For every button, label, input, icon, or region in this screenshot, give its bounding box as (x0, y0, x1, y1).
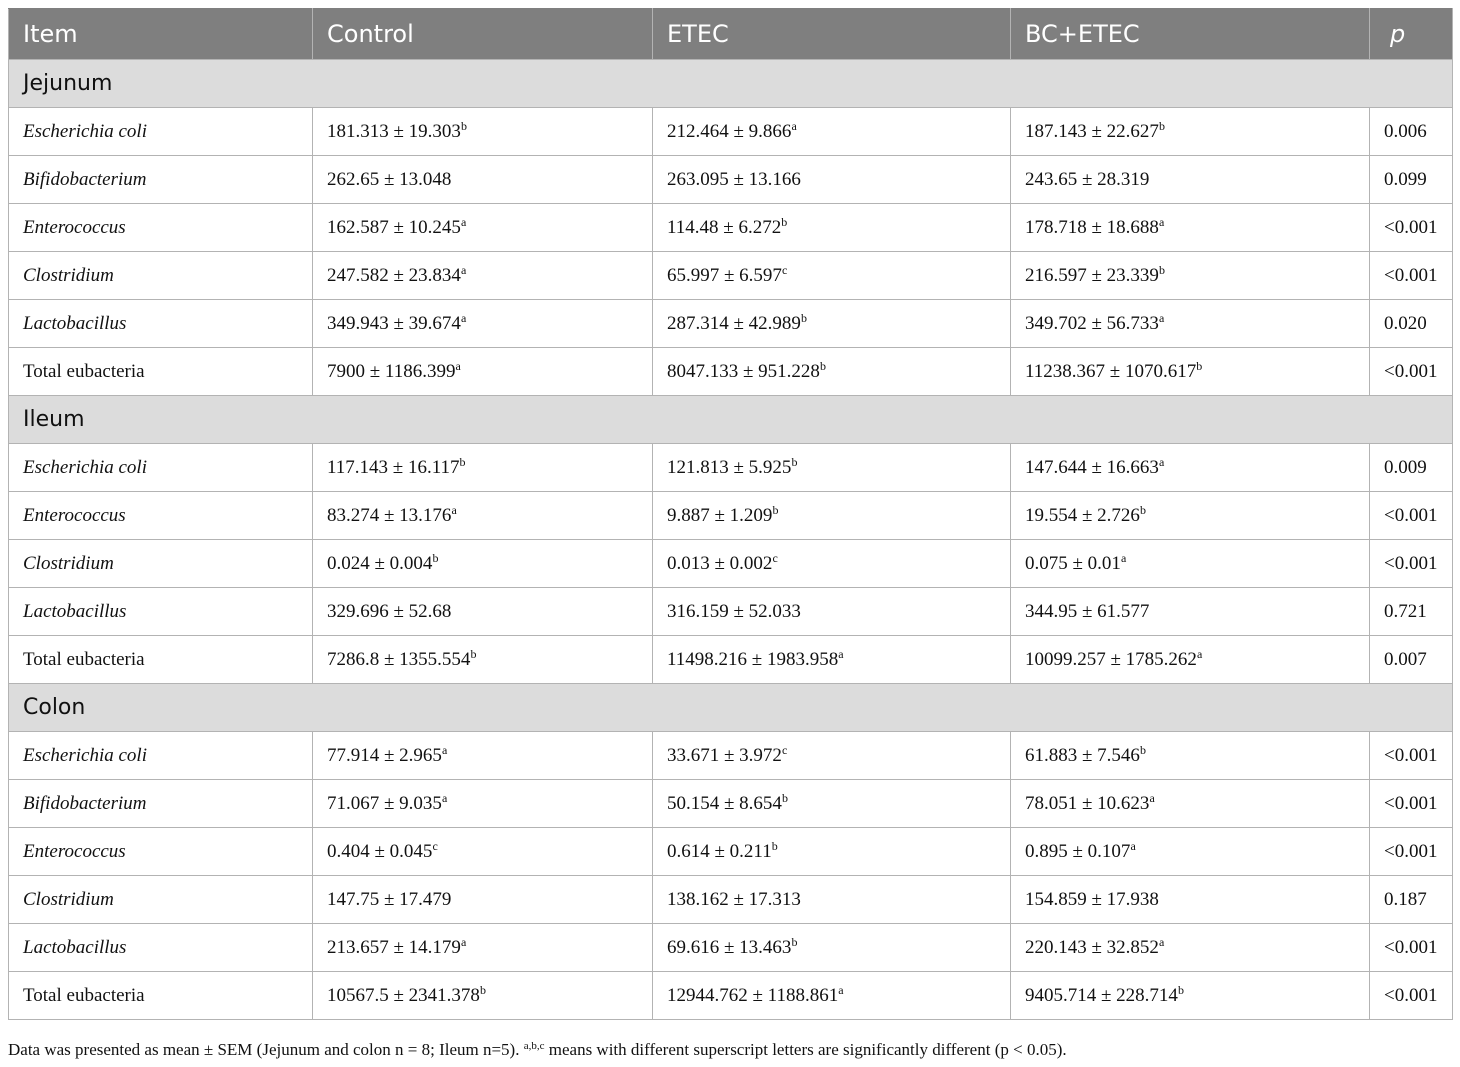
table-row (9, 588, 1453, 636)
bacteria-table (8, 8, 1453, 1020)
significance-letter: a (838, 646, 844, 661)
significance-letter: a (1158, 934, 1165, 949)
row-item-name: Clostridium (9, 252, 313, 300)
table-row (9, 444, 1453, 492)
significance-letter: b (800, 310, 807, 325)
cell-bc-etec (1011, 972, 1370, 1020)
significance-letter: b (1139, 742, 1146, 757)
cell-etec (653, 204, 1011, 252)
cell-value: 147.75 ± 17.479 (327, 888, 452, 910)
significance-letter: b (772, 502, 779, 517)
significance-letter: b (460, 118, 467, 133)
significance-letter: b (1196, 358, 1203, 373)
cell-control (313, 204, 653, 252)
footnote-suffix: means with different superscript letters are significantly different (p < 0.05). (544, 1040, 1067, 1059)
row-item-name: Enterococcus (9, 492, 313, 540)
cell-p-value: <0.001 (1370, 252, 1453, 300)
cell-value: 349.943 ± 39.674 (327, 312, 461, 334)
row-item-name: Clostridium (9, 876, 313, 924)
significance-letter: a (460, 214, 467, 229)
cell-p-value: <0.001 (1370, 972, 1453, 1020)
cell-value: 181.313 ± 19.303 (327, 120, 461, 142)
significance-letter: c (781, 742, 788, 757)
significance-letter: a (1196, 646, 1203, 661)
significance-letter: b (771, 838, 778, 853)
table-header (9, 9, 1453, 60)
cell-value: 178.718 ± 18.688 (1025, 216, 1159, 238)
cell-bc-etec (1011, 156, 1370, 204)
cell-etec (653, 444, 1011, 492)
section-row-colon (9, 684, 1453, 732)
table-footnote (8, 1040, 1067, 1060)
cell-value: 262.65 ± 13.048 (327, 168, 452, 190)
cell-value: 243.65 ± 28.319 (1025, 168, 1150, 190)
table-row (9, 732, 1453, 780)
cell-etec (653, 780, 1011, 828)
cell-value: 0.614 ± 0.211 (667, 840, 772, 862)
row-item-name: Escherichia coli (9, 108, 313, 156)
significance-letter: a (1158, 454, 1165, 469)
significance-letter: c (432, 838, 438, 853)
table-row (9, 108, 1453, 156)
table-row (9, 972, 1453, 1020)
cell-etec (653, 588, 1011, 636)
cell-control (313, 348, 653, 396)
table-row (9, 348, 1453, 396)
significance-letter: a (1158, 214, 1165, 229)
cell-control (313, 972, 653, 1020)
significance-letter: c (781, 262, 788, 277)
significance-letter: b (1177, 982, 1184, 997)
cell-bc-etec (1011, 108, 1370, 156)
cell-value: 187.143 ± 22.627 (1025, 120, 1159, 142)
significance-letter: a (1130, 838, 1136, 853)
cell-control (313, 300, 653, 348)
cell-value: 287.314 ± 42.989 (667, 312, 801, 334)
cell-etec (653, 636, 1011, 684)
cell-value: 316.159 ± 52.033 (667, 600, 801, 622)
cell-value: 0.024 ± 0.004 (327, 552, 433, 574)
significance-letter: a (441, 790, 448, 805)
cell-value: 9.887 ± 1.209 (667, 504, 773, 526)
cell-etec (653, 252, 1011, 300)
cell-value: 147.644 ± 16.663 (1025, 456, 1159, 478)
cell-p-value: <0.001 (1370, 348, 1453, 396)
significance-letter: b (781, 790, 788, 805)
cell-control (313, 156, 653, 204)
significance-letter: c (772, 550, 778, 565)
cell-value: 11238.367 ± 1070.617 (1025, 360, 1197, 382)
significance-letter: a (455, 358, 461, 373)
cell-p-value: <0.001 (1370, 204, 1453, 252)
cell-value: 7286.8 ± 1355.554 (327, 648, 471, 670)
significance-letter: a (1149, 790, 1155, 805)
cell-value: 12944.762 ± 1188.861 (667, 984, 839, 1006)
cell-control (313, 924, 653, 972)
cell-value: 263.095 ± 13.166 (667, 168, 801, 190)
significance-letter: a (451, 502, 457, 517)
section-label: Ileum (9, 396, 1453, 444)
significance-letter: a (1120, 550, 1127, 565)
table-row (9, 300, 1453, 348)
cell-control (313, 732, 653, 780)
cell-control (313, 636, 653, 684)
cell-bc-etec (1011, 300, 1370, 348)
significance-letter: b (791, 454, 798, 469)
cell-etec (653, 156, 1011, 204)
cell-value: 8047.133 ± 951.228 (667, 360, 820, 382)
cell-bc-etec (1011, 204, 1370, 252)
header-bc-etec: BC+ETEC (1011, 9, 1370, 60)
cell-control (313, 492, 653, 540)
significance-letter: a (838, 982, 844, 997)
cell-p-value: <0.001 (1370, 924, 1453, 972)
table-row (9, 876, 1453, 924)
section-label: Jejunum (9, 60, 1453, 108)
significance-letter: a (791, 118, 797, 133)
cell-bc-etec (1011, 780, 1370, 828)
cell-etec (653, 732, 1011, 780)
cell-etec (653, 876, 1011, 924)
cell-p-value: <0.001 (1370, 540, 1453, 588)
cell-bc-etec (1011, 924, 1370, 972)
header-etec: ETEC (653, 9, 1011, 60)
results-table-container (8, 8, 1452, 1020)
cell-control (313, 876, 653, 924)
cell-value: 154.859 ± 17.938 (1025, 888, 1159, 910)
cell-value: 71.067 ± 9.035 (327, 792, 442, 814)
cell-p-value: <0.001 (1370, 732, 1453, 780)
row-item-name: Bifidobacterium (9, 156, 313, 204)
cell-bc-etec (1011, 492, 1370, 540)
significance-letter: b (479, 982, 486, 997)
table-row (9, 780, 1453, 828)
cell-bc-etec (1011, 732, 1370, 780)
section-row-jejunum (9, 60, 1453, 108)
cell-value: 216.597 ± 23.339 (1025, 264, 1159, 286)
cell-control (313, 108, 653, 156)
cell-value: 0.404 ± 0.045 (327, 840, 433, 862)
significance-letter: a (441, 742, 448, 757)
significance-letter: b (819, 358, 826, 373)
cell-etec (653, 108, 1011, 156)
cell-value: 9405.714 ± 228.714 (1025, 984, 1178, 1006)
cell-etec (653, 828, 1011, 876)
header-p: p (1370, 9, 1453, 60)
cell-value: 78.051 ± 10.623 (1025, 792, 1150, 814)
cell-value: 117.143 ± 16.117 (327, 456, 460, 478)
significance-letter: a (460, 934, 467, 949)
cell-value: 11498.216 ± 1983.958 (667, 648, 839, 670)
cell-bc-etec (1011, 444, 1370, 492)
table-row (9, 492, 1453, 540)
cell-p-value: 0.009 (1370, 444, 1453, 492)
significance-letter: a (1158, 310, 1165, 325)
significance-letter: b (781, 214, 788, 229)
cell-value: 19.554 ± 2.726 (1025, 504, 1140, 526)
cell-p-value: <0.001 (1370, 780, 1453, 828)
cell-control (313, 588, 653, 636)
row-item-name: Enterococcus (9, 204, 313, 252)
cell-etec (653, 300, 1011, 348)
cell-value: 121.813 ± 5.925 (667, 456, 792, 478)
cell-etec (653, 540, 1011, 588)
cell-value: 61.883 ± 7.546 (1025, 744, 1140, 766)
row-item-name: Total eubacteria (9, 972, 313, 1020)
cell-value: 138.162 ± 17.313 (667, 888, 801, 910)
cell-bc-etec (1011, 876, 1370, 924)
table-row (9, 828, 1453, 876)
cell-bc-etec (1011, 252, 1370, 300)
row-item-name: Escherichia coli (9, 444, 313, 492)
cell-value: 344.95 ± 61.577 (1025, 600, 1150, 622)
cell-value: 50.154 ± 8.654 (667, 792, 782, 814)
cell-bc-etec (1011, 588, 1370, 636)
cell-value: 212.464 ± 9.866 (667, 120, 792, 142)
cell-etec (653, 492, 1011, 540)
cell-p-value: 0.721 (1370, 588, 1453, 636)
cell-p-value: 0.006 (1370, 108, 1453, 156)
cell-value: 0.013 ± 0.002 (667, 552, 773, 574)
table-row (9, 924, 1453, 972)
table-row (9, 540, 1453, 588)
cell-p-value: <0.001 (1370, 828, 1453, 876)
table-row (9, 636, 1453, 684)
cell-bc-etec (1011, 540, 1370, 588)
cell-value: 114.48 ± 6.272 (667, 216, 782, 238)
significance-letter: b (1158, 118, 1165, 133)
cell-p-value: 0.020 (1370, 300, 1453, 348)
table-row (9, 252, 1453, 300)
significance-letter: b (1158, 262, 1165, 277)
cell-value: 65.997 ± 6.597 (667, 264, 782, 286)
significance-letter: b (432, 550, 439, 565)
cell-etec (653, 348, 1011, 396)
header-control: Control (313, 9, 653, 60)
cell-p-value: 0.099 (1370, 156, 1453, 204)
header-item: Item (9, 9, 313, 60)
cell-value: 213.657 ± 14.179 (327, 936, 461, 958)
row-item-name: Lactobacillus (9, 588, 313, 636)
row-item-name: Clostridium (9, 540, 313, 588)
cell-value: 0.895 ± 0.107 (1025, 840, 1131, 862)
cell-control (313, 828, 653, 876)
significance-letter: b (470, 646, 477, 661)
significance-letter: a (460, 310, 467, 325)
table-body (9, 60, 1453, 1020)
table-row (9, 156, 1453, 204)
cell-etec (653, 972, 1011, 1020)
row-item-name: Lactobacillus (9, 924, 313, 972)
significance-letter: b (791, 934, 798, 949)
row-item-name: Total eubacteria (9, 636, 313, 684)
significance-letter: b (459, 454, 466, 469)
cell-value: 10099.257 ± 1785.262 (1025, 648, 1197, 670)
cell-value: 349.702 ± 56.733 (1025, 312, 1159, 334)
cell-control (313, 780, 653, 828)
header-row (9, 9, 1453, 60)
cell-value: 7900 ± 1186.399 (327, 360, 456, 382)
cell-value: 83.274 ± 13.176 (327, 504, 452, 526)
section-row-ileum (9, 396, 1453, 444)
cell-control (313, 540, 653, 588)
cell-value: 77.914 ± 2.965 (327, 744, 442, 766)
footnote-superscript: a,b,c (523, 1040, 545, 1052)
row-item-name: Escherichia coli (9, 732, 313, 780)
cell-value: 162.587 ± 10.245 (327, 216, 461, 238)
section-label: Colon (9, 684, 1453, 732)
cell-value: 69.616 ± 13.463 (667, 936, 792, 958)
cell-bc-etec (1011, 828, 1370, 876)
row-item-name: Enterococcus (9, 828, 313, 876)
table-row (9, 204, 1453, 252)
cell-value: 33.671 ± 3.972 (667, 744, 782, 766)
row-item-name: Bifidobacterium (9, 780, 313, 828)
cell-value: 10567.5 ± 2341.378 (327, 984, 480, 1006)
cell-etec (653, 924, 1011, 972)
cell-p-value: 0.007 (1370, 636, 1453, 684)
cell-bc-etec (1011, 348, 1370, 396)
cell-bc-etec (1011, 636, 1370, 684)
cell-value: 220.143 ± 32.852 (1025, 936, 1159, 958)
cell-control (313, 444, 653, 492)
cell-control (313, 252, 653, 300)
row-item-name: Lactobacillus (9, 300, 313, 348)
significance-letter: a (460, 262, 467, 277)
cell-p-value: 0.187 (1370, 876, 1453, 924)
cell-p-value: <0.001 (1370, 492, 1453, 540)
row-item-name: Total eubacteria (9, 348, 313, 396)
cell-value: 247.582 ± 23.834 (327, 264, 461, 286)
cell-value: 0.075 ± 0.01 (1025, 552, 1121, 574)
footnote-prefix: Data was presented as mean ± SEM (Jejunum and colon n = 8; Ileum n=5). (8, 1040, 524, 1059)
significance-letter: b (1139, 502, 1146, 517)
cell-value: 329.696 ± 52.68 (327, 600, 452, 622)
